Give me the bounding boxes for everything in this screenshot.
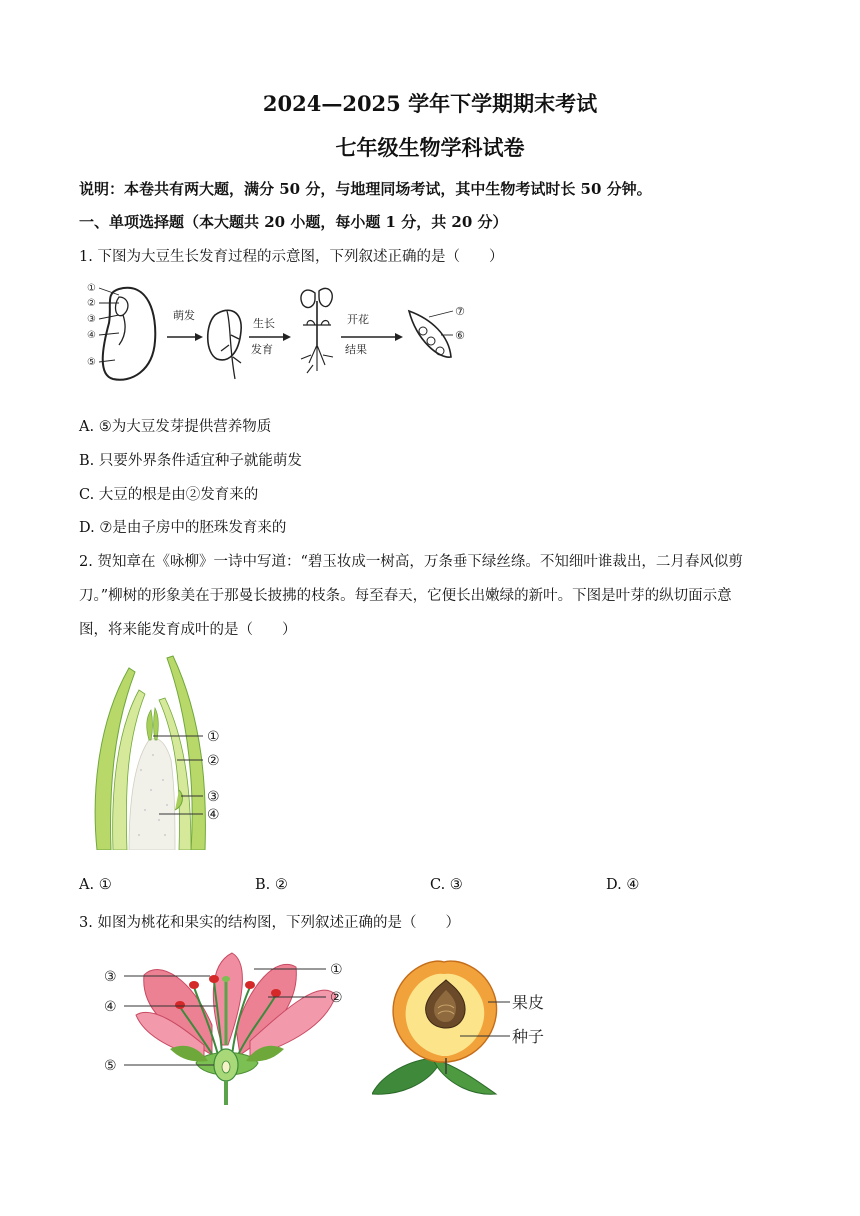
q1-option-a[interactable]: A. ⑤为大豆发芽提供营养物质 xyxy=(79,419,272,435)
instructions: 说明：本卷共有两大题，满分 50 分，与地理同场考试，其中生物考试时长 50 分钟。 xyxy=(79,180,652,198)
question-2-stem-line-2: 刀。”柳树的形象美在于那曼长披拂的枝条。每至春天，它便长出嫩绿的新叶。下图是叶芽的纵切面示意 xyxy=(79,588,732,604)
q1-option-d[interactable]: D. ⑦是由子房中的胚珠发育来的 xyxy=(79,520,287,536)
flower-marker-4: ④ xyxy=(104,999,117,1015)
exam-title: 2024—2025 学年下学期期末考试 xyxy=(262,91,598,116)
label-grow: 生长 xyxy=(253,317,275,330)
bud-axis xyxy=(129,739,175,850)
question-2-stem-line-1: 2. 贺知章在《咏柳》一诗中写道：“碧玉妆成一树高，万条垂下绿丝绦。不知细叶谁裁出，二月春风似剪 xyxy=(79,554,743,570)
marker-1: ① xyxy=(87,283,96,294)
flower-marker-2: ② xyxy=(330,990,343,1006)
flower-marker-5: ⑤ xyxy=(104,1058,117,1074)
section-heading: 一、单项选择题（本大题共 20 小题，每小题 1 分，共 20 分） xyxy=(79,213,508,231)
q1-option-c[interactable]: C. 大豆的根是由②发育来的 xyxy=(79,487,259,503)
bud-marker-2: ② xyxy=(207,753,220,769)
peach-flower-figure xyxy=(100,945,360,1110)
label-seed: 种子 xyxy=(512,1027,545,1046)
marker-5: ⑤ xyxy=(87,357,96,368)
soybean-growth-figure xyxy=(79,275,499,390)
question-3-stem: 3. 如图为桃花和果实的结构图，下列叙述正确的是（ ） xyxy=(79,915,460,931)
exam-subtitle: 七年级生物学科试卷 xyxy=(335,135,525,160)
soybean-pod xyxy=(409,311,451,357)
label-develop: 发育 xyxy=(251,343,273,356)
q2-option-c[interactable]: C. ③ xyxy=(430,877,463,893)
peach-fruit-figure xyxy=(372,958,562,1108)
leaf-bud-figure xyxy=(79,650,259,850)
q2-option-a[interactable]: A. ① xyxy=(79,877,112,893)
label-fruit: 结果 xyxy=(345,343,367,356)
label-flower: 开花 xyxy=(347,313,369,326)
flower-marker-1: ① xyxy=(330,962,343,978)
label-pericarp: 果皮 xyxy=(512,993,545,1012)
label-germinate: 萌发 xyxy=(173,309,195,322)
bud-marker-1: ① xyxy=(207,729,220,745)
marker-2: ② xyxy=(87,298,96,309)
q2-option-b[interactable]: B. ② xyxy=(255,877,288,893)
q1-option-b[interactable]: B. 只要外界条件适宜种子就能萌发 xyxy=(79,453,302,469)
marker-4: ④ xyxy=(87,330,96,341)
q2-option-d[interactable]: D. ④ xyxy=(606,877,640,893)
pod-marker-6: ⑥ xyxy=(455,329,465,342)
question-1-stem: 1. 下图为大豆生长发育过程的示意图，下列叙述正确的是（ ） xyxy=(79,249,504,265)
marker-3: ③ xyxy=(87,314,96,325)
bud-marker-4: ④ xyxy=(207,807,220,823)
question-2-stem-line-3: 图，将来能发育成叶的是（ ） xyxy=(79,622,297,638)
flower-marker-3: ③ xyxy=(104,969,117,985)
bud-marker-3: ③ xyxy=(207,789,220,805)
pod-marker-7: ⑦ xyxy=(455,305,465,318)
